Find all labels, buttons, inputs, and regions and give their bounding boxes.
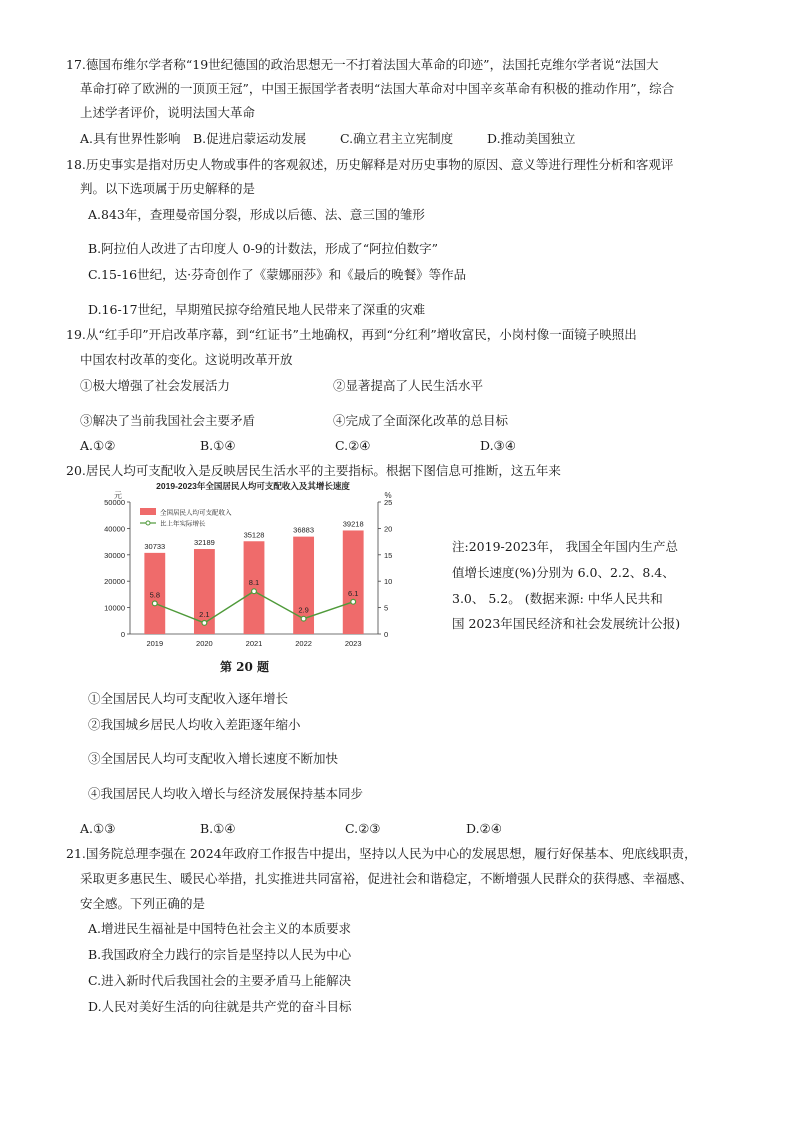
income-chart xyxy=(88,478,418,683)
q20-stem-line1: 20.居民人均可支配收入是反映居民生活水平的主要指标。根据下图信息可推断，这五年来 xyxy=(66,463,561,478)
x-tick-label: 2022 xyxy=(295,639,312,648)
right-tick-label: 10 xyxy=(384,577,393,587)
x-tick-label: 2021 xyxy=(245,639,263,648)
q18-stem-line1: 18.历史事实是指对历史人物或事件的客观叙述，历史解释是对历史事物的原因、意义等进行理性分析和客观评 xyxy=(66,157,674,172)
q20-statement-2: ②我国城乡居民人均收入差距逐年缩小 xyxy=(88,717,301,732)
chart-title: 2019-2023年全国居民人均可支配收入及其增长速度 xyxy=(156,481,350,491)
q19-option-b: B.①④ xyxy=(200,438,236,453)
q17-option-a: A.具有世界性影响 xyxy=(80,131,181,146)
left-tick-label: 0 xyxy=(120,630,125,639)
legend-line-label: 比上年实际增长 xyxy=(160,520,206,528)
income-bar xyxy=(343,530,364,634)
q19-statement-4: ④完成了全面深化改革的总目标 xyxy=(333,413,509,428)
growth-point xyxy=(202,621,207,626)
income-bar-label: 35128 xyxy=(243,530,265,540)
q18-option-d: D.16-17世纪，早期殖民掠夺给殖民地人民带来了深重的灾难 xyxy=(88,302,426,317)
q17-stem-line2: 革命打碎了欧洲的一顶顶王冠”，中国王振国学者表明“法国大革命对中国辛亥革命有积极的推动作用”，综合 xyxy=(80,81,675,96)
x-tick-label: 2019 xyxy=(146,639,164,648)
growth-point xyxy=(301,616,306,621)
growth-label: 6.1 xyxy=(347,588,359,598)
q20-statement-4: ④我国居民人均收入增长与经济发展保持基本同步 xyxy=(88,786,364,801)
q20-option-b: B.①④ xyxy=(200,821,236,836)
q21-option-a: A.增进民生福祉是中国特色社会主义的本质要求 xyxy=(88,921,352,936)
q19-option-c: C.②④ xyxy=(335,438,371,453)
q17-option-b: B.促进启蒙运动发展 xyxy=(193,131,307,146)
q17-option-c: C.确立君主立宪制度 xyxy=(340,131,454,146)
q20-note-line2: 值增长速度(%)分别为 6.0、2.2、8.4、 xyxy=(452,565,675,580)
q20-figure-caption: 第 20 题 xyxy=(220,660,270,674)
right-axis-unit: % xyxy=(384,491,392,500)
q21-option-d: D.人民对美好生活的向往就是共产党的奋斗目标 xyxy=(88,999,352,1014)
left-axis-unit: 元 xyxy=(114,491,122,500)
q18-option-b: B.阿拉伯人改进了古印度人 0-9的计数法，形成了“阿拉伯数字” xyxy=(88,241,439,256)
right-tick-label: 15 xyxy=(384,550,393,560)
q20-statement-1: ①全国居民人均可支配收入逐年增长 xyxy=(88,691,289,706)
q17-stem-line1: 17.德国布维尔学者称“19世纪德国的政治思想无一不打着法国大革命的印迹”，法国托克维尔学者说“法国大 xyxy=(66,57,659,72)
x-tick-label: 2020 xyxy=(196,639,213,648)
q17-stem-line3: 上述学者评价，说明法国大革命 xyxy=(80,105,256,120)
growth-label: 2.1 xyxy=(199,609,210,619)
left-tick-label: 50000 xyxy=(104,498,125,507)
growth-point xyxy=(252,589,257,594)
q20-option-d: D.②④ xyxy=(466,821,502,836)
q18-option-a: A.843年，查理曼帝国分裂，形成以后德、法、意三国的雏形 xyxy=(88,207,425,222)
q20-option-a: A.①③ xyxy=(80,821,116,836)
growth-point xyxy=(351,599,356,604)
q21-option-b: B.我国政府全力践行的宗旨是坚持以人民为中心 xyxy=(88,947,352,962)
q19-statement-3: ③解决了当前我国社会主要矛盾 xyxy=(80,413,256,428)
q21-option-c: C.进入新时代后我国社会的主要矛盾马上能解决 xyxy=(88,973,352,988)
income-bar-label: 32189 xyxy=(193,538,215,548)
q19-statement-2: ②显著提高了人民生活水平 xyxy=(333,378,484,393)
left-tick-label: 10000 xyxy=(104,603,125,613)
growth-label: 8.1 xyxy=(248,578,260,588)
left-tick-label: 20000 xyxy=(104,577,125,587)
q19-statement-1: ①极大增强了社会发展活力 xyxy=(80,378,231,393)
q20-note-line4: 国 2023年国民经济和社会发展统计公报) xyxy=(452,616,681,631)
income-bar-label: 30733 xyxy=(144,541,166,551)
growth-label: 2.9 xyxy=(298,605,309,615)
q20-option-c: C.②③ xyxy=(345,821,381,836)
right-tick-label: 5 xyxy=(384,603,389,613)
q20-statement-3: ③全国居民人均可支配收入增长速度不断加快 xyxy=(88,751,339,766)
right-tick-label: 20 xyxy=(384,524,393,534)
legend-bar-swatch xyxy=(140,508,156,515)
left-tick-label: 30000 xyxy=(104,550,125,560)
q18-option-c: C.15-16世纪，达·芬奇创作了《蒙娜丽莎》和《最后的晚餐》等作品 xyxy=(88,267,467,282)
legend-bar-label: 全国居民人均可支配收入 xyxy=(160,509,232,517)
q18-stem-line2: 判。以下选项属于历史解释的是 xyxy=(80,181,256,196)
q21-stem-line1: 21.国务院总理李强在 2024年政府工作报告中提出，坚持以人民为中心的发展思想，履行好保基本、兜底线职责， xyxy=(66,846,697,861)
right-tick-label: 0 xyxy=(384,630,389,639)
bar-series xyxy=(144,519,363,634)
right-tick-label: 25 xyxy=(384,498,393,507)
q21-stem-line2: 采取更多惠民生、暖民心举措，扎实推进共同富裕，促进社会和谐稳定，不断增强人民群众的获得感、幸福感、 xyxy=(80,871,693,886)
income-bar-label: 39218 xyxy=(342,519,364,529)
q19-option-a: A.①② xyxy=(80,438,116,453)
growth-point xyxy=(152,601,157,606)
q19-stem-line2: 中国农村改革的变化。这说明改革开放 xyxy=(80,352,293,367)
q19-stem-line1: 19.从“红手印”开启改革序幕，到“红证书”土地确权，再到“分红利”增收富民，小岗村像一面镜子映照出 xyxy=(66,327,637,342)
income-chart-svg xyxy=(88,478,418,683)
q20-note-line1: 注:2019-2023年， 我国全年国内生产总 xyxy=(452,539,679,554)
x-tick-label: 2023 xyxy=(344,639,362,648)
chart-legend xyxy=(140,508,232,528)
q21-stem-line3: 安全感。下列正确的是 xyxy=(80,896,206,911)
growth-label: 5.8 xyxy=(149,590,161,600)
income-bar xyxy=(244,541,265,634)
income-bar-label: 36883 xyxy=(293,525,315,535)
q17-option-d: D.推动美国独立 xyxy=(487,131,576,146)
legend-line-marker xyxy=(146,521,150,525)
q20-note-line3: 3.0、 5.2。 (数据来源: 中华人民共和 xyxy=(452,591,663,606)
q19-option-d: D.③④ xyxy=(480,438,516,453)
left-tick-label: 40000 xyxy=(104,524,125,534)
